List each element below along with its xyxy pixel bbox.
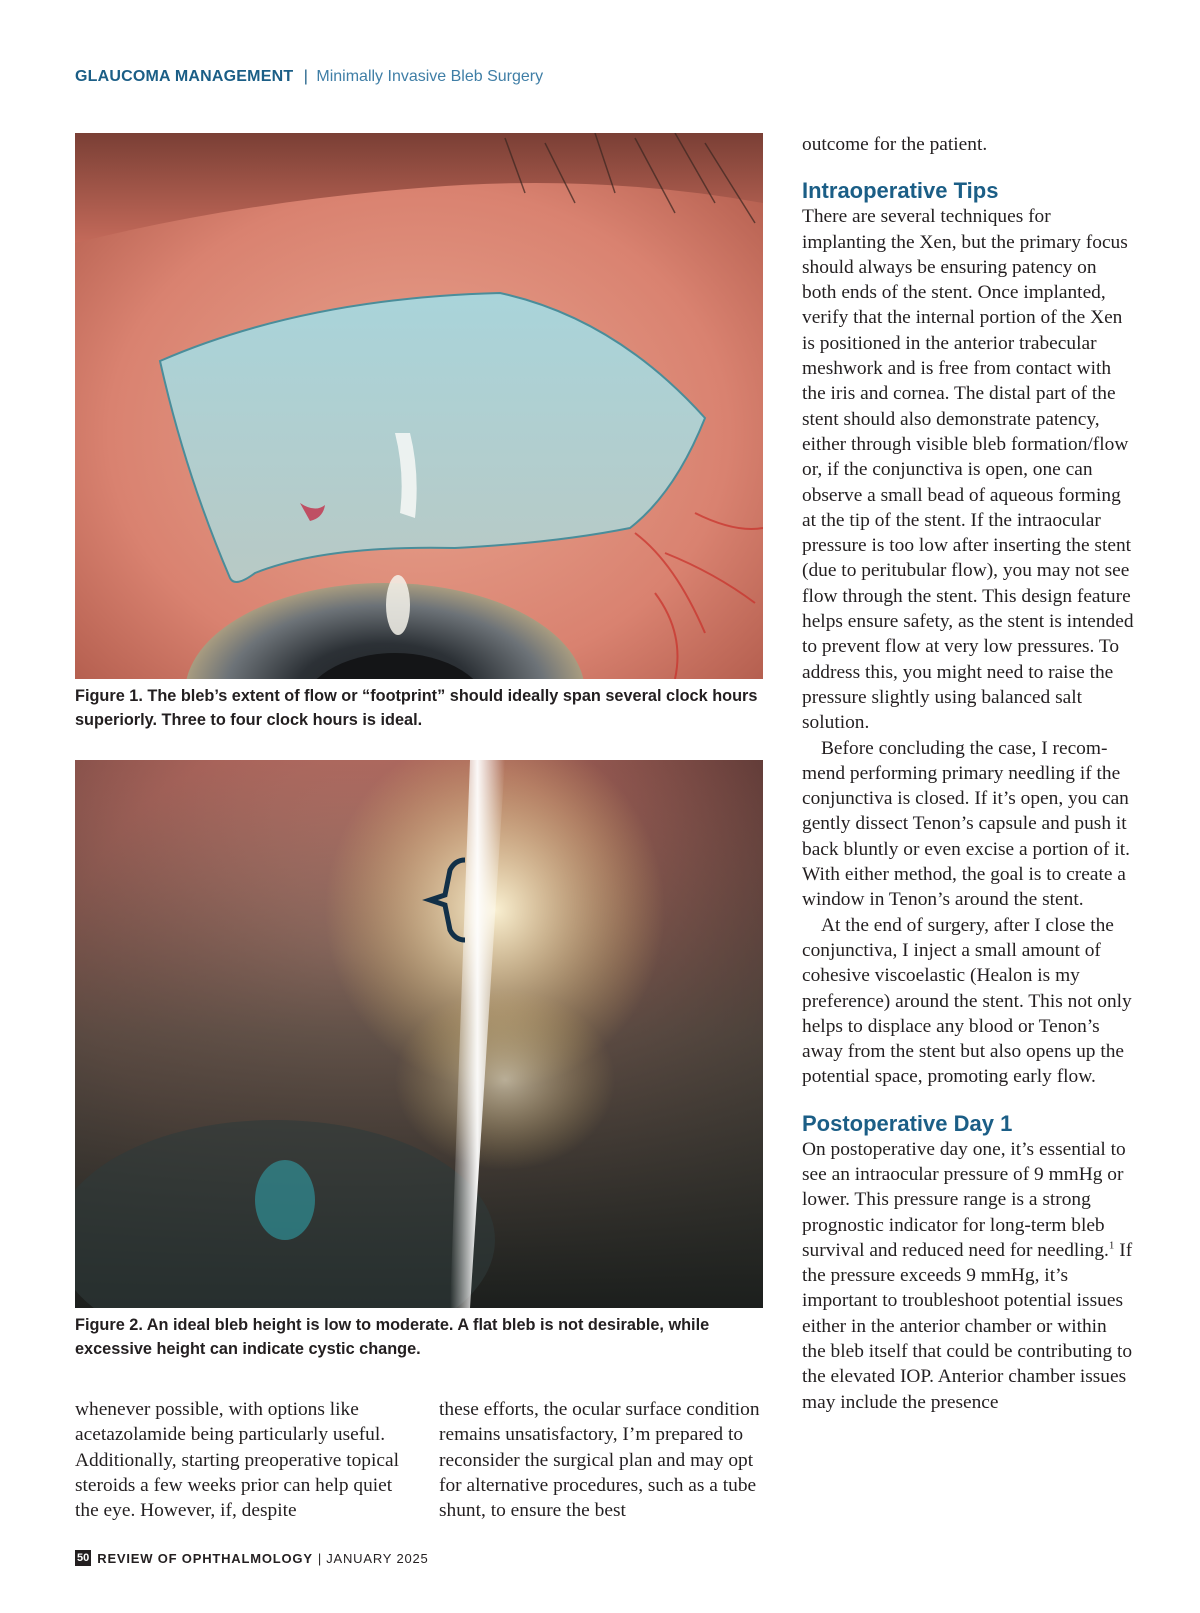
journal-name: REVIEW OF OPHTHALMOLOGY bbox=[97, 1550, 313, 1566]
left-text-column bbox=[75, 1397, 405, 1523]
issue-date: JANUARY 2025 bbox=[326, 1550, 429, 1566]
middle-column-paragraph: these efforts, the ocular surface condition remains unsatisfactory, I’m prepared to reconsider the surgical plan and may opt for alternative procedures, such as a tube shunt, to ensure the best bbox=[439, 1399, 760, 1522]
left-column-paragraph: whenever possible, with options like acetazolamide being particularly useful. Additionally, starting preoperative topical steroids a few weeks prior can help quiet the eye. However, if, despite bbox=[75, 1399, 399, 1522]
figure-1-image bbox=[75, 133, 763, 679]
figure-2-caption: Figure 2. An ideal bleb height is low to moderate. A flat bleb is not desirable, while excessive height can indicate cystic change. bbox=[75, 1316, 710, 1358]
continuation-paragraph: outcome for the patient. bbox=[802, 134, 988, 155]
page-footer bbox=[75, 1549, 429, 1567]
intraop-paragraph-3: At the end of surgery, after I close the conjunctiva, I inject a small amount of cohesive viscoelastic (Healon is my preference) around the stent. This not only helps to displace any blood or Tenon’s away from the stent but also opens up the potential space, promoting early flow. bbox=[802, 914, 1132, 1088]
postop-text-part-2: If the pressure exceeds 9 mmHg, it’s important to troubleshoot potential issues either in the anterior chamber or within the bleb itself that could be contributing to the elevated IOP. Anterior chamber issues may include the presence bbox=[802, 1239, 1133, 1413]
figure-2-image bbox=[75, 760, 763, 1308]
postop-text-part-1: On postoperative day one, it’s essential to see an intraocular pressure of 9 mmHg or lower. This pressure range is a strong prognostic indicator for long-term bleb survival and reduced need for needling. bbox=[802, 1138, 1126, 1261]
postop-paragraph-1 bbox=[802, 1137, 1134, 1415]
right-text-column bbox=[802, 132, 1134, 1415]
section-title: GLAUCOMA MANAGEMENT bbox=[75, 68, 294, 85]
figure-1-photo bbox=[75, 133, 763, 679]
figure-1-caption: Figure 1. The bleb’s extent of flow or “footprint” should ideally span several clock hours superiorly. Three to four clock hours is ideal. bbox=[75, 687, 758, 729]
intraoperative-tips-heading: Intraoperative Tips bbox=[802, 178, 999, 204]
intraop-paragraph-2: Before concluding the case, I recommend performing primary needling if the conjunctiva is closed. If it’s open, you can gently dissect Tenon’s capsule and push it back bluntly or even excise a portion of it. With either method, the goal is to create a window in Tenon’s around the stent. bbox=[802, 737, 1130, 911]
intraop-paragraph-1: There are several techniques for implanting the Xen, but the primary focus should always be ensuring patency on both ends of the stent. Once implanted, verify that the internal portion of the Xen is positioned in the anterior trabecular meshwork and is free from contact with the iris and cornea. The distal part of the stent should also demonstrate patency, either through visible bleb formation/flow or, if the conjunctiva is open, one can observe a small bead of aqueous forming at the tip of the stent. If the intraocular pressure is too low after inserting the stent (due to peritubular flow), you may not see flow through the stent. This design feature helps ensure safety, as the stent is intended to prevent flow at very low pressures. To address this, you might need to raise the pressure slightly using balanced salt solution. bbox=[802, 206, 1134, 734]
running-head bbox=[75, 68, 543, 86]
section-topic: Minimally Invasive Bleb Surgery bbox=[316, 68, 544, 85]
middle-text-column bbox=[439, 1397, 769, 1523]
page-number: 50 bbox=[77, 1552, 90, 1564]
postoperative-day-1-heading: Postoperative Day 1 bbox=[802, 1110, 1013, 1136]
header-separator: | bbox=[303, 68, 308, 85]
reference-1-superscript: 1 bbox=[1108, 1239, 1115, 1252]
figure-2-photo bbox=[75, 760, 763, 1308]
footer-separator: | bbox=[317, 1550, 322, 1566]
